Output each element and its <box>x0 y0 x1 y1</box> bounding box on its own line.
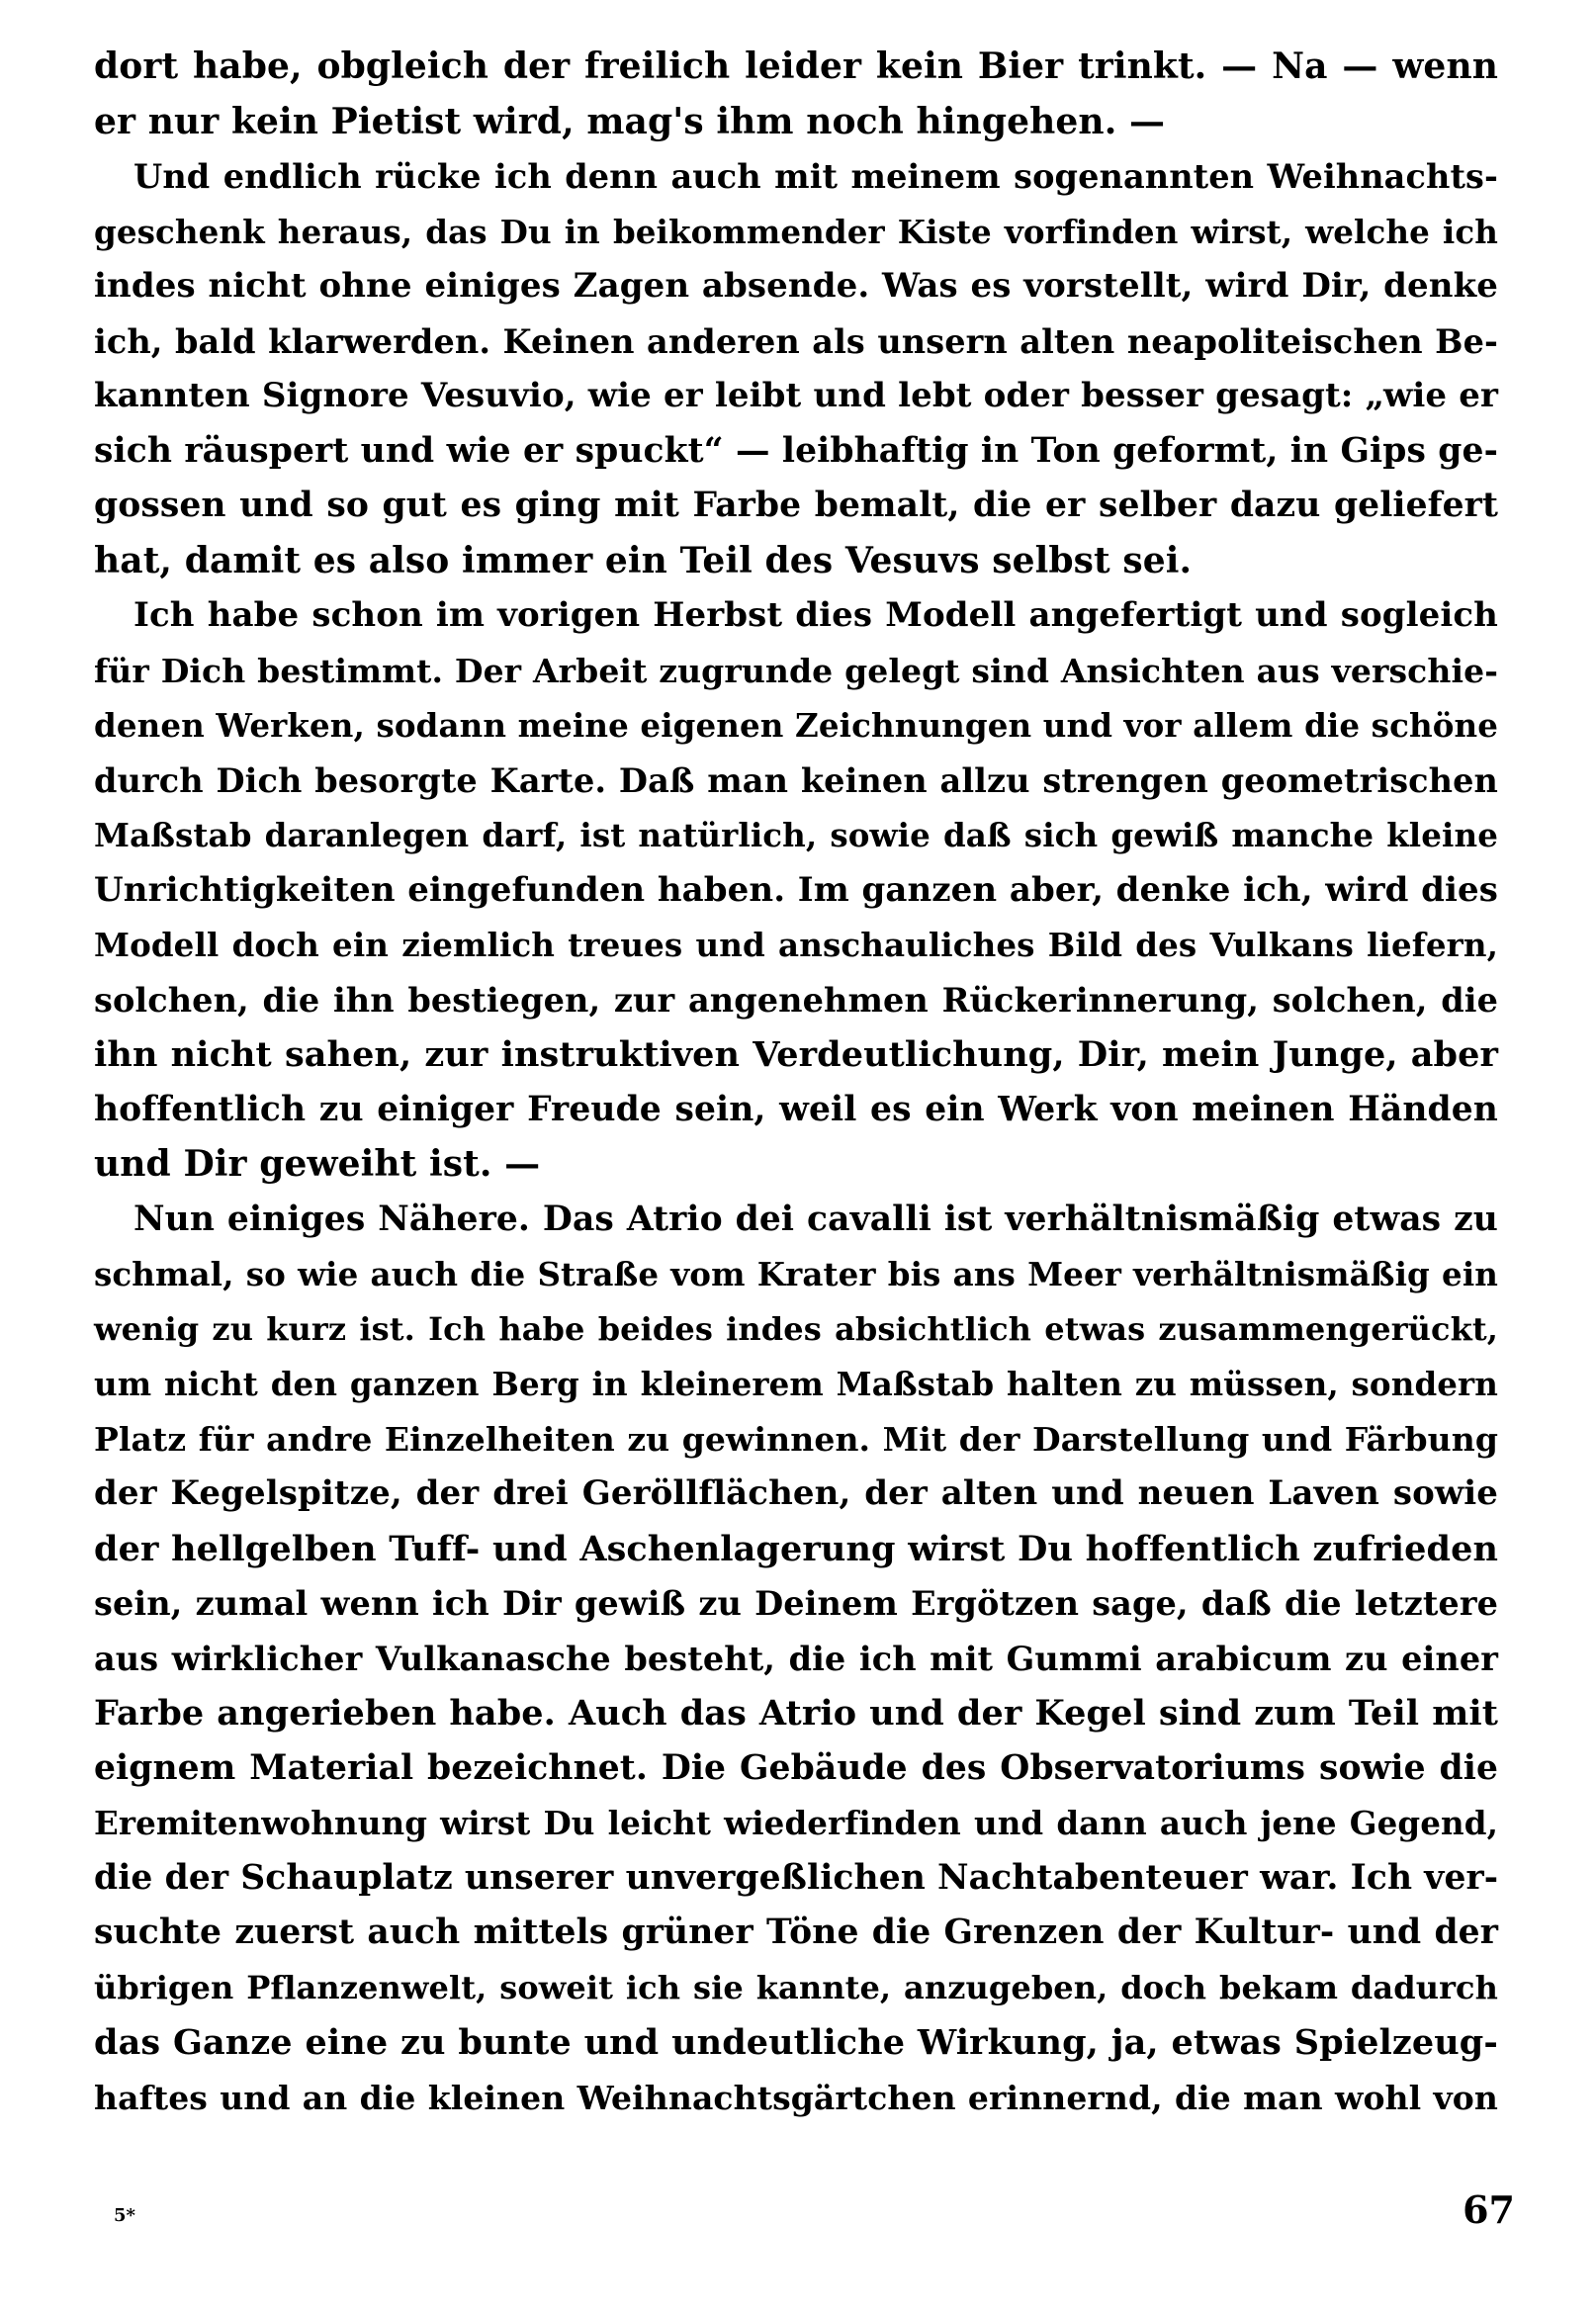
text-line: geschenk heraus, das Du in beikommender Kiste vorfinden wirst, welche ich <box>94 212 1498 251</box>
text-line: hoffentlich zu einiger Freude sein, weil es ein Werk von meinen Händen <box>94 1089 1498 1129</box>
text-line: übrigen Pflanzenwelt, soweit ich sie kannte, anzugeben, doch bekam dadurch <box>94 1968 1498 2006</box>
text-line: solchen, die ihn bestiegen, zur angenehmen Rückerinnerung, solchen, die <box>94 980 1498 1020</box>
text-line: Eremitenwohnung wirst Du leicht wiederfinden und dann auch jene Gegend, <box>94 1804 1498 1842</box>
paragraph-start-line: Nun einiges Nähere. Das Atrio dei cavalli ist verhältnismäßig etwas zu <box>133 1199 1498 1239</box>
text-line: aus wirklicher Vulkanasche besteht, die ich mit Gummi arabicum zu einer <box>94 1639 1498 1678</box>
text-line: eignem Material bezeichnet. Die Gebäude des Observatoriums sowie die <box>94 1747 1498 1788</box>
text-line: Farbe angerieben habe. Auch das Atrio und der Kegel sind zum Teil mit <box>94 1693 1498 1734</box>
text-line: dort habe, obgleich der freilich leider kein Bier trinkt. — Na — wenn <box>94 45 1498 87</box>
text-line: wenig zu kurz ist. Ich habe beides indes absichtlich etwas zusammengerückt, <box>94 1309 1498 1348</box>
paragraph-start-line: Und endlich rücke ich denn auch mit meinem sogenannten Weihnachts- <box>133 157 1498 196</box>
text-line: sich räuspert und wie er spuckt“ — leibhaftig in Ton geformt, in Gips ge- <box>94 430 1498 471</box>
text-line: gossen und so gut es ging mit Farbe bemalt, die er selber dazu geliefert <box>94 486 1498 525</box>
body-text <box>94 40 1498 2125</box>
text-line: kannten Signore Vesuvio, wie er leibt und lebt oder besser gesagt: „wie er <box>94 376 1498 415</box>
text-line: der hellgelben Tuff- und Aschenlagerung wirst Du hoffentlich zufrieden <box>94 1528 1498 1569</box>
text-line: denen Werken, sodann meine eigenen Zeichnungen und vor allem die schöne <box>94 706 1498 745</box>
text-line: suchte zuerst auch mittels grüner Töne die Grenzen der Kultur- und der <box>94 1913 1498 1952</box>
text-line: für Dich bestimmt. Der Arbeit zugrunde gelegt sind Ansichten aus verschie- <box>94 651 1498 690</box>
text-line: schmal, so wie auch die Straße vom Krater bis ans Meer verhältnismäßig ein <box>94 1255 1498 1293</box>
signature-mark: 5* <box>114 2205 135 2226</box>
text-line: das Ganze eine zu bunte und undeutliche Wirkung, ja, etwas Spielzeug- <box>94 2022 1498 2063</box>
text-line: hat, damit es also immer ein Teil des Vesuvs selbst sei. <box>94 539 1193 581</box>
paragraph-start-line: Ich habe schon im vorigen Herbst dies Modell angefertigt und sogleich <box>133 595 1498 635</box>
text-line: ihn nicht sahen, zur instruktiven Verdeutlichung, Dir, mein Junge, aber <box>94 1034 1498 1075</box>
text-line: ich, bald klarwerden. Keinen anderen als unsern alten neapoliteischen Be- <box>94 321 1498 361</box>
text-line: haftes und an die kleinen Weihnachtsgärtchen erinnernd, die man wohl von <box>94 2078 1498 2117</box>
text-line: durch Dich besorgte Karte. Daß man keinen allzu strengen geometrischen <box>94 760 1498 800</box>
text-line: indes nicht ohne einiges Zagen absende. Was es vorstellt, wird Dir, denke <box>94 266 1498 306</box>
page-number: 67 <box>1463 2187 1515 2232</box>
text-line: Unrichtigkeiten eingefunden haben. Im ganzen aber, denke ich, wird dies <box>94 869 1498 910</box>
text-line: er nur kein Pietist wird, mag's ihm noch hingehen. — <box>94 100 1166 142</box>
text-line: um nicht den ganzen Berg in kleinerem Maßstab halten zu müssen, sondern <box>94 1365 1498 1403</box>
text-line: Maßstab daranlegen darf, ist natürlich, sowie daß sich gewiß manche kleine <box>94 816 1498 854</box>
text-line: Platz für andre Einzelheiten zu gewinnen. Mit der Darstellung und Färbung <box>94 1419 1498 1459</box>
text-line: die der Schauplatz unserer unvergeßlichen Nachtabenteuer war. Ich ver- <box>94 1857 1499 1898</box>
text-line: Modell doch ein ziemlich treues und anschauliches Bild des Vulkans liefern, <box>94 926 1498 964</box>
text-line: sein, zumal wenn ich Dir gewiß zu Deinem Ergötzen sage, daß die letztere <box>94 1584 1498 1623</box>
text-line: und Dir geweiht ist. — <box>94 1143 541 1185</box>
text-line: der Kegelspitze, der drei Geröllflächen, der alten und neuen Laven sowie <box>94 1473 1498 1513</box>
